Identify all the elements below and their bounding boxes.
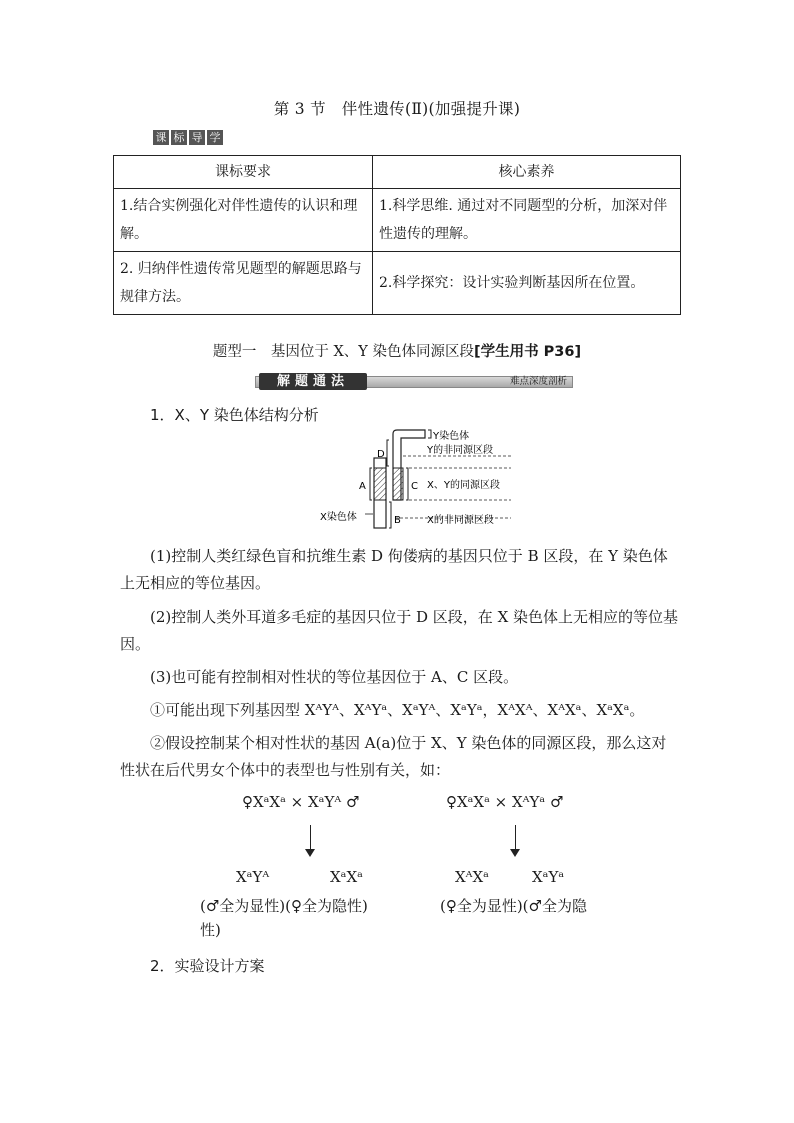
paragraph: (2)控制人类外耳道多毛症的基因只位于 D 区段，在 X 染色体上无相应的等位基因。 xyxy=(120,608,679,653)
table-cell: 1.结合实例强化对伴性遗传的认识和理解。 xyxy=(114,189,373,252)
brace-b xyxy=(389,502,391,528)
table-header: 核心素养 xyxy=(373,156,681,189)
cross2-child1: XᴬXᵃ xyxy=(455,868,489,886)
label-region-d: D xyxy=(377,449,385,460)
table-cell: 1.科学思维. 通过对不同题型的分析，加深对伴性遗传的理解。 xyxy=(373,189,681,252)
paragraph: (1)控制人类红绿色盲和抗维生素 D 佝偻病的基因只位于 B 区段，在 Y 染色体上无相应的等位基因。 xyxy=(120,547,668,592)
paragraph: ②假设控制某个相对性状的基因 A(a)位于 X、Y 染色体的同源区段，那么这对性状在后代男女个体中的表型也与性别有关，如： xyxy=(120,734,667,779)
label-x-nonhomologous: X的非同源区段 xyxy=(427,515,494,526)
badge-char: 导 xyxy=(189,130,205,145)
section-badge xyxy=(153,130,223,145)
arrow-down-icon xyxy=(305,849,315,857)
label-region-c: C xyxy=(411,481,418,492)
section-title-text: 题型一 基因位于 X、Y 染色体同源区段 xyxy=(212,344,474,360)
standards-table xyxy=(113,155,681,315)
brace-c xyxy=(406,468,408,500)
section-title xyxy=(0,340,794,361)
band-label: 解题通法 xyxy=(259,373,367,390)
badge-char: 课 xyxy=(153,130,169,145)
chromosome-diagram xyxy=(315,428,515,538)
cross1-child1: XᵃYᴬ xyxy=(236,868,270,886)
label-y-chromosome: Y染色体 xyxy=(433,431,470,442)
badge-char: 学 xyxy=(207,130,223,145)
cross2-note: (♀全为显性)(♂全为隐 xyxy=(440,897,587,915)
label-xy-homologous: X、Y的同源区段 xyxy=(427,480,500,491)
label-region-a: A xyxy=(359,481,366,492)
label-x-chromosome: X染色体 xyxy=(320,512,357,523)
heading-experiment: 2．实验设计方案 xyxy=(150,957,265,975)
cross1-note: (♂全为显性)(♀全为隐性) xyxy=(200,897,368,915)
heading-structure: 1．X、Y 染色体结构分析 xyxy=(150,406,319,424)
table-header: 课标要求 xyxy=(114,156,373,189)
table-cell: 2.科学探究：设计实验判断基因所在位置。 xyxy=(373,252,681,315)
label-region-b: B xyxy=(394,515,401,526)
paragraph: ①可能出现下列基因型 XᴬYᴬ、XᴬYᵃ、XᵃYᴬ、XᵃYᵃ，XᴬXᴬ、XᴬXᵃ、XᵃXᵃ。 xyxy=(150,701,645,719)
arrow-down-icon xyxy=(510,849,520,857)
method-band xyxy=(255,373,573,390)
table-cell: 2. 归纳伴性遗传常见题型的解题思路与规律方法。 xyxy=(114,252,373,315)
brace-a xyxy=(370,468,372,500)
brace-d xyxy=(387,440,389,466)
cross2-child2: XᵃYᵃ xyxy=(532,868,565,886)
label-y-nonhomologous: Y的非同源区段 xyxy=(427,445,494,456)
page-title: 第 3 节 伴性遗传(Ⅱ)(加强提升课) xyxy=(273,100,521,118)
cross-note-wrap: 性) xyxy=(200,921,221,939)
badge-char: 标 xyxy=(171,130,187,145)
book-reference: [学生用书 P36] xyxy=(474,344,582,360)
y-homologous-segment xyxy=(393,468,403,500)
brace-y xyxy=(428,430,431,438)
cross2-parents: ♀XᵃXᵃ × XᴬYᵃ ♂ xyxy=(446,793,564,811)
band-subtitle: 难点深度剖析 xyxy=(509,376,567,387)
cross1-parents: ♀XᵃXᵃ × XᵃYᴬ ♂ xyxy=(242,793,360,811)
cross1-child2: XᵃXᵃ xyxy=(330,868,363,886)
x-homologous-segment xyxy=(374,468,386,500)
paragraph: (3)也可能有控制相对性状的等位基因位于 A、C 区段。 xyxy=(150,668,519,686)
